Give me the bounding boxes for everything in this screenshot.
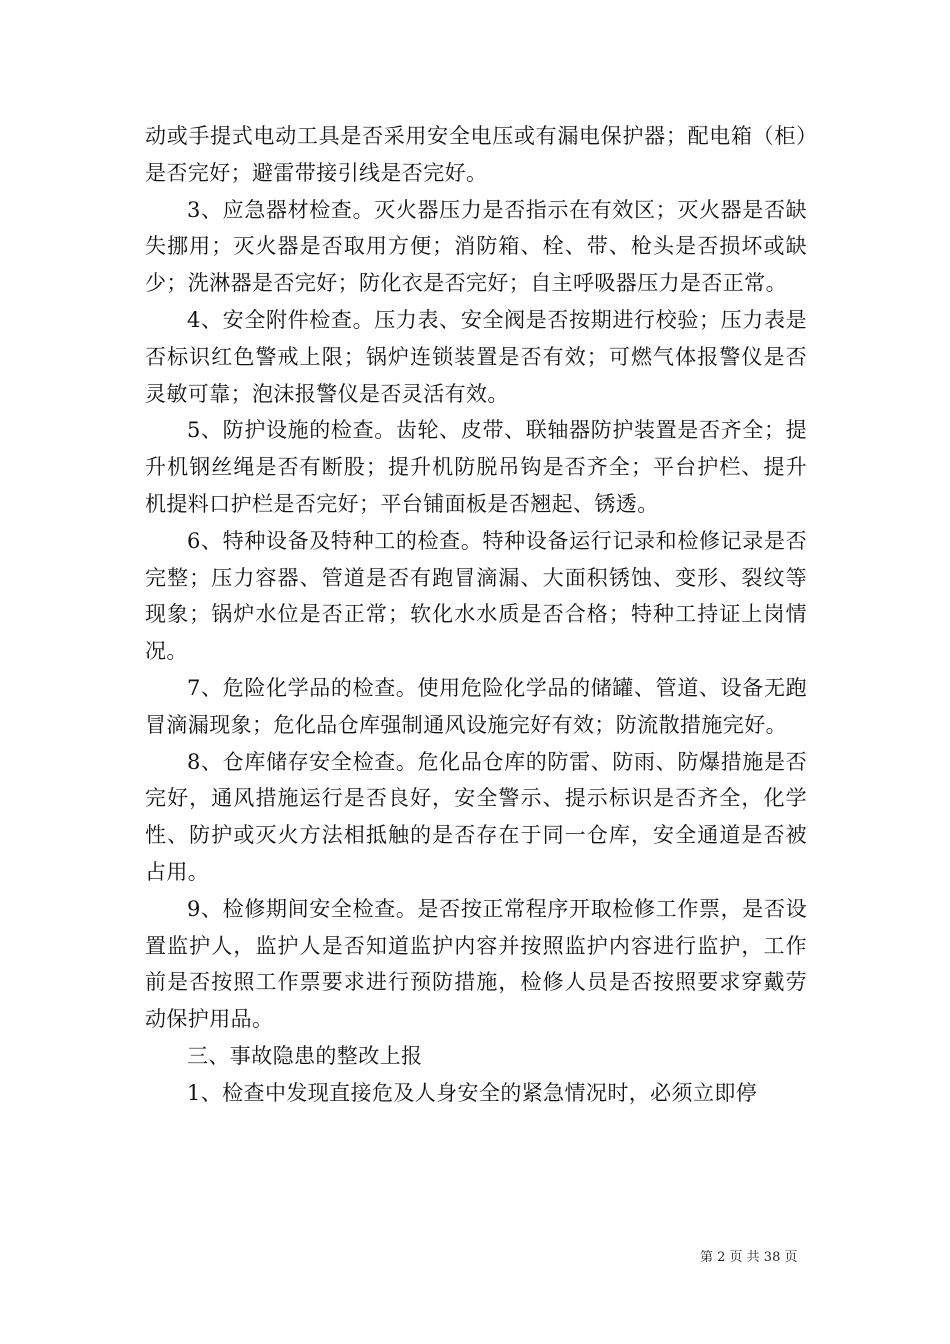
paragraph-warehouse-storage: 8、仓库储存安全检查。危化品仓库的防雷、防雨、防爆措施是否完好，通风措施运行是否良好，安全警示、提示标识是否齐全，化学性、防护或灭火方法相抵触的是否存在于同一仓库，安全通道是否被占用。 — [145, 749, 807, 884]
paragraph-continuation: 动或手提式电动工具是否采用安全电压或有漏电保护器；配电箱（柜）是否完好；避雷带接引线是否完好。 — [145, 124, 807, 185]
paragraph-emergency-equipment: 3、应急器材检查。灭火器压力是否指示在有效区；灭火器是否缺失挪用；灭火器是否取用方便；消防箱、栓、带、枪头是否损坏或缺少；洗淋器是否完好；防化衣是否完好；自主呼吸器压力是否正常。 — [145, 197, 807, 296]
paragraph-maintenance-safety: 9、检修期间安全检查。是否按正常程序开取检修工作票，是否设置监护人，监护人是否知道监护内容并按照监护内容进行监护，工作前是否按照工作票要求进行预防措施，检修人员是否按照要求穿戴劳动保护用品。 — [145, 896, 807, 1032]
paragraph-emergency-stop: 1、检查中发现直接危及人身安全的紧急情况时，必须立即停 — [187, 1080, 758, 1105]
paragraph-protective-facilities: 5、防护设施的检查。齿轮、皮带、联轴器防护装置是否齐全；提升机钢丝绳是否有断股；提升机防脱吊钩是否齐全；平台护栏、提升机提料口护栏是否完好；平台铺面板是否翘起、锈透。 — [145, 418, 807, 516]
paragraph-special-equipment: 6、特种设备及特种工的检查。特种设备运行记录和检修记录是否完整；压力容器、管道是否有跑冒滴漏、大面积锈蚀、变形、裂纹等现象；锅炉水位是否正常；软化水水质是否合格；特种工持证上岗情况。 — [145, 528, 807, 664]
body-text — [145, 118, 807, 1112]
paragraph-safety-accessories: 4、安全附件检查。压力表、安全阀是否按期进行校验；压力表是否标识红色警戒上限；锅炉连锁装置是否有效；可燃气体报警仪是否灵敏可靠；泡沫报警仪是否灵活有效。 — [145, 307, 807, 406]
paragraph-hazardous-chemicals: 7、危险化学品的检查。使用危险化学品的储罐、管道、设备无跑冒滴漏现象；危化品仓库强制通风设施完好有效；防流散措施完好。 — [145, 675, 807, 737]
page-number-footer: 第 2 页 共 38 页 — [700, 1250, 798, 1265]
section-heading-rectification: 三、事故隐患的整改上报 — [187, 1043, 423, 1068]
